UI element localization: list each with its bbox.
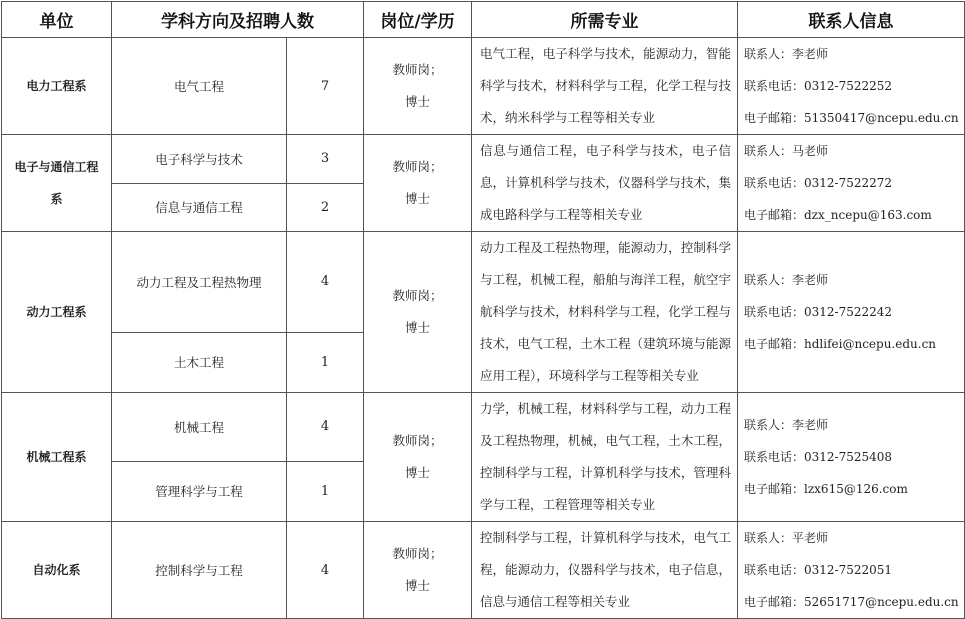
contact-person: 联系人：李老师: [744, 418, 829, 432]
subject-cell: 管理科学与工程: [112, 461, 287, 521]
contact-cell: [738, 522, 965, 619]
subject-cell: 电气工程: [112, 38, 287, 135]
table-row: [2, 522, 965, 619]
header-major: 所需专业: [472, 2, 738, 38]
table-row: [2, 393, 965, 462]
subject-cell: 动力工程及工程热物理: [112, 232, 287, 333]
post-cell: 教师岗； 博士: [364, 393, 472, 522]
contact-cell: [738, 135, 965, 232]
subject-cell: 控制科学与工程: [112, 522, 287, 619]
major-cell: 力学，机械工程，材料科学与工程，动力工程及工程热物理，机械，电气工程，土木工程，控制科学与工程，计算机科学与技术，管理科学与工程，工程管理等相关专业: [472, 393, 738, 522]
header-subject: 学科方向及招聘人数: [112, 2, 364, 38]
contact-cell: [738, 393, 965, 522]
contact-person: 联系人：平老师: [744, 531, 829, 545]
count-cell: 4: [287, 232, 364, 333]
contact-cell: [738, 232, 965, 393]
post-cell: 教师岗； 博士: [364, 232, 472, 393]
count-cell: 1: [287, 332, 364, 392]
count-cell: 2: [287, 183, 364, 232]
contact-phone: 联系电话：0312-7522242: [744, 305, 893, 319]
unit-cell: 电子与通信工程 系: [2, 135, 112, 232]
contact-person: 联系人：马老师: [744, 144, 829, 158]
count-cell: 3: [287, 135, 364, 184]
major-cell: 控制科学与工程，计算机科学与技术，电气工程，能源动力，仪器科学与技术，电子信息，信息与通信工程等相关专业: [472, 522, 738, 619]
unit-cell: 动力工程系: [2, 232, 112, 393]
post-cell: 教师岗； 博士: [364, 135, 472, 232]
contact-email: 电子邮箱：52651717@ncepu.edu.cn: [744, 595, 959, 609]
contact-phone: 联系电话：0312-7522272: [744, 176, 893, 190]
count-cell: 1: [287, 461, 364, 521]
unit-cell: 自动化系: [2, 522, 112, 619]
major-cell: 信息与通信工程，电子科学与技术，电子信息，计算机科学与技术，仪器科学与技术，集成电路科学与工程等相关专业: [472, 135, 738, 232]
count-cell: 4: [287, 522, 364, 619]
count-cell: 4: [287, 393, 364, 462]
contact-phone: 联系电话：0312-7525408: [744, 450, 893, 464]
contact-email: 电子邮箱：dzx_ncepu@163.com: [744, 208, 932, 222]
contact-phone: 联系电话：0312-7522051: [744, 563, 893, 577]
contact-phone: 联系电话：0312-7522252: [744, 79, 893, 93]
subject-cell: 电子科学与技术: [112, 135, 287, 184]
contact-email: 电子邮箱：lzx615@126.com: [744, 482, 908, 496]
contact-cell: [738, 38, 965, 135]
major-cell: 电气工程，电子科学与技术，能源动力，智能科学与技术，材料科学与工程，化学工程与技术，纳米科学与工程等相关专业: [472, 38, 738, 135]
recruitment-table: [1, 1, 965, 619]
unit-cell: 机械工程系: [2, 393, 112, 522]
header-contact: 联系人信息: [738, 2, 965, 38]
table-row: [2, 38, 965, 135]
table-row: [2, 135, 965, 184]
subject-cell: 机械工程: [112, 393, 287, 462]
contact-email: 电子邮箱：hdlifei@ncepu.edu.cn: [744, 337, 937, 351]
count-cell: 7: [287, 38, 364, 135]
contact-email: 电子邮箱：51350417@ncepu.edu.cn: [744, 111, 959, 125]
post-cell: 教师岗； 博士: [364, 522, 472, 619]
major-cell: 动力工程及工程热物理，能源动力，控制科学与工程，机械工程，船舶与海洋工程，航空宇航科学与技术，材料科学与工程，化学工程与技术，电气工程，土木工程（建筑环境与能源应用工程），环境科学与工程等相关专业: [472, 232, 738, 393]
post-cell: 教师岗； 博士: [364, 38, 472, 135]
header-unit: 单位: [2, 2, 112, 38]
unit-cell: 电力工程系: [2, 38, 112, 135]
header-row: [2, 2, 965, 38]
header-post: 岗位/学历: [364, 2, 472, 38]
contact-person: 联系人：李老师: [744, 47, 829, 61]
table-row: [2, 232, 965, 333]
subject-cell: 信息与通信工程: [112, 183, 287, 232]
contact-person: 联系人：李老师: [744, 273, 829, 287]
subject-cell: 土木工程: [112, 332, 287, 392]
